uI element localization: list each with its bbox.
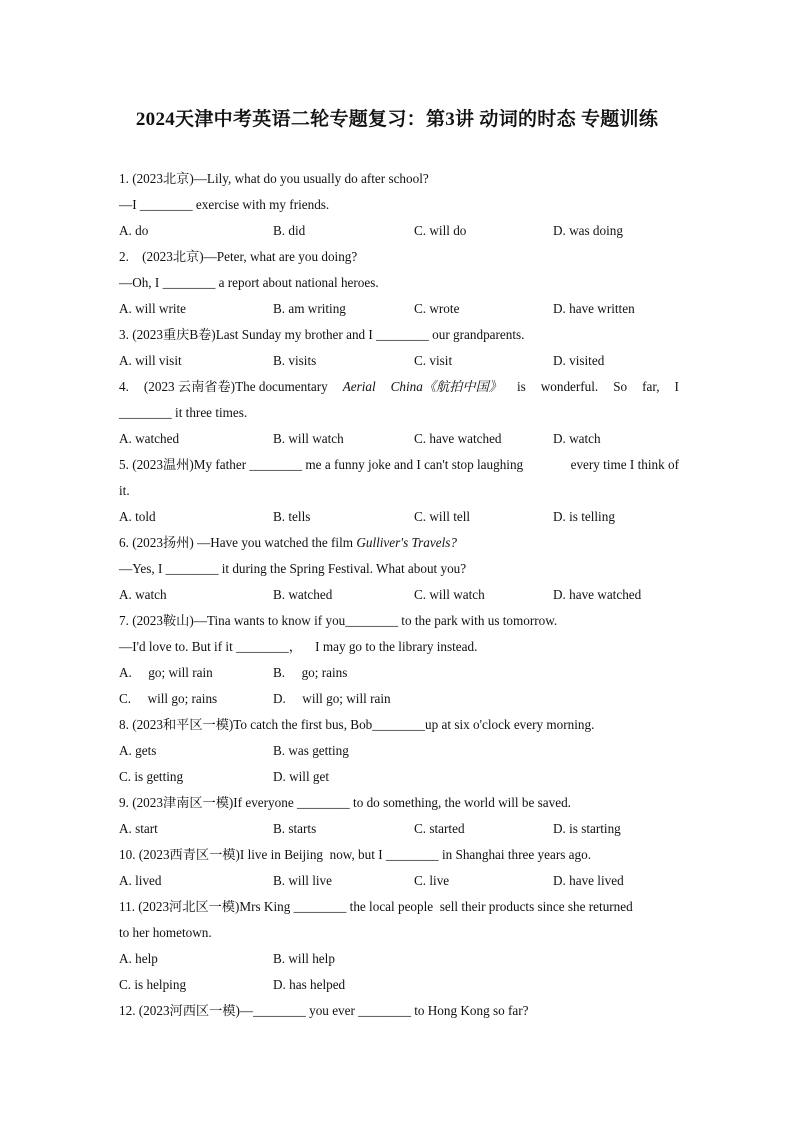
page-title: 2024天津中考英语二轮专题复习：第3讲 动词的时态 专题训练: [135, 109, 659, 130]
q5-option-b: B. tells: [273, 509, 311, 524]
q5-option-a: A. told: [119, 509, 156, 524]
q8-stem-line-1: 8. (2023和平区一模)To catch the first bus, Bob________up at six o'clock every morning.: [119, 717, 595, 732]
q3-option-b: B. visits: [273, 353, 317, 368]
q4-title-italic-1: Aerial: [342, 379, 376, 394]
q9-option-b: B. starts: [273, 821, 317, 836]
q6-options: [119, 582, 679, 608]
q6-film-title: Gulliver's Travels?: [356, 535, 457, 550]
q3-option-c: C. visit: [414, 353, 453, 368]
q11-option-b: B. will help: [273, 951, 335, 966]
q4-word-is: is: [516, 379, 526, 394]
q4-stem-line-1: [119, 374, 679, 400]
q2-stem-line-1: 2. (2023北京)—Peter, what are you doing?: [119, 249, 358, 264]
q11-option-a: A. help: [119, 951, 158, 966]
q4-word-so: So: [613, 379, 628, 394]
q4-word-wonderful: wonderful.: [540, 379, 599, 394]
q8-option-d: D. will get: [273, 769, 330, 784]
q5-stem-line-2: it.: [119, 483, 130, 498]
q4-title-rest: [391, 374, 502, 400]
q5-stem-part-1: 5. (2023温州)My father ________ me a funny joke and I can't stop laughing: [119, 457, 524, 472]
q5-options: [119, 504, 679, 530]
q4-option-b: B. will watch: [273, 431, 344, 446]
q7-option-d: D. will go; will rain: [273, 691, 391, 706]
q4-options: [119, 426, 679, 452]
q10-option-b: B. will live: [273, 873, 332, 888]
q6-option-b: B. watched: [273, 587, 333, 602]
q8-option-b: B. was getting: [273, 743, 349, 758]
q2-option-b: B. am writing: [273, 301, 346, 316]
q10-options: [119, 868, 679, 894]
q8-option-a: A. gets: [119, 743, 157, 758]
q1-option-b: B. did: [273, 223, 306, 238]
q2-options: [119, 296, 679, 322]
q11-option-d: D. has helped: [273, 977, 346, 992]
q3-stem-line-1: 3. (2023重庆B卷)Last Sunday my brother and I ________ our grandparents.: [119, 327, 525, 342]
q6-stem-line-1: [119, 530, 679, 556]
q10-option-d: D. have lived: [553, 873, 624, 888]
q2-stem-line-2: —Oh, I ________ a report about national heroes.: [119, 275, 379, 290]
q4-option-d: D. watch: [553, 431, 601, 446]
q6-option-d: D. have watched: [553, 587, 642, 602]
q10-option-c: C. live: [414, 873, 450, 888]
q11-option-c: C. is helping: [119, 977, 187, 992]
q1-stem-line-2: —I ________ exercise with my friends.: [119, 197, 330, 212]
q4-option-c: C. have watched: [414, 431, 502, 446]
q8-option-c: C. is getting: [119, 769, 184, 784]
q1-stem-line-1: 1. (2023北京)—Lily, what do you usually do after school?: [119, 171, 429, 186]
q5-option-c: C. will tell: [414, 509, 471, 524]
q7-options-row-2: [119, 686, 679, 712]
q4-number: 4.: [119, 379, 129, 394]
q6-stem-text: 6. (2023扬州) —Have you watched the film: [119, 535, 357, 550]
q1-option-a: A. do: [119, 223, 149, 238]
q2-option-c: C. wrote: [414, 301, 460, 316]
q9-stem-line-1: 9. (2023津南区一模)If everyone ________ to do something, the world will be saved.: [119, 795, 571, 810]
q8-options-row-1: [119, 738, 679, 764]
q7-stem-line-1: 7. (2023鞍山)—Tina wants to know if you________ to the park with us tomorrow.: [119, 613, 558, 628]
q1-options: [119, 218, 679, 244]
q11-stem-line-1: 11. (2023河北区一模)Mrs King ________ the local people sell their products since she returned: [119, 899, 633, 914]
q4-title-italic-2: China《航拍中国》: [390, 379, 502, 394]
q4-option-a: A. watched: [119, 431, 180, 446]
q7-option-b: B. go; rains: [273, 665, 348, 680]
q7-option-a: A. go; will rain: [119, 665, 213, 680]
q4-word-i: I: [674, 379, 679, 394]
q3-option-a: A. will visit: [119, 353, 182, 368]
q4-word-far: far,: [642, 379, 660, 394]
q9-option-d: D. is starting: [553, 821, 621, 836]
q11-options-row-1: [119, 946, 679, 972]
q2-option-d: D. have written: [553, 301, 635, 316]
q10-option-a: A. lived: [119, 873, 162, 888]
q7-options-row-1: [119, 660, 679, 686]
q9-option-a: A. start: [119, 821, 158, 836]
q1-option-c: C. will do: [414, 223, 467, 238]
q10-stem-line-1: 10. (2023西青区一模)I live in Beijing now, but I ________ in Shanghai three years ago.: [119, 847, 591, 862]
q12-stem-line-1: 12. (2023河西区一模)—________ you ever ________ to Hong Kong so far?: [119, 1003, 529, 1018]
question-list: [119, 166, 679, 1024]
q6-option-c: C. will watch: [414, 587, 485, 602]
q5-stem-line-1: [119, 452, 679, 478]
q5-stem-part-2: every time I think of: [570, 457, 679, 472]
q3-option-d: D. visited: [553, 353, 605, 368]
q11-stem-line-2: to her hometown.: [119, 925, 212, 940]
q2-option-a: A. will write: [119, 301, 187, 316]
q6-stem-line-2: —Yes, I ________ it during the Spring Festival. What about you?: [119, 561, 467, 576]
q7-stem-line-2: —I'd love to. But if it ________， I may go to the library instead.: [119, 639, 478, 654]
q4-source: (2023 云南省卷)The documentary: [143, 379, 328, 394]
q1-option-d: D. was doing: [553, 223, 623, 238]
q7-option-c: C. will go; rains: [119, 691, 218, 706]
q4-stem-line-2: ________ it three times.: [119, 405, 248, 420]
q11-options-row-2: [119, 972, 679, 998]
q9-options: [119, 816, 679, 842]
q5-option-d: D. is telling: [553, 509, 615, 524]
q9-option-c: C. started: [414, 821, 465, 836]
q8-options-row-2: [119, 764, 679, 790]
q3-options: [119, 348, 679, 374]
q6-option-a: A. watch: [119, 587, 167, 602]
